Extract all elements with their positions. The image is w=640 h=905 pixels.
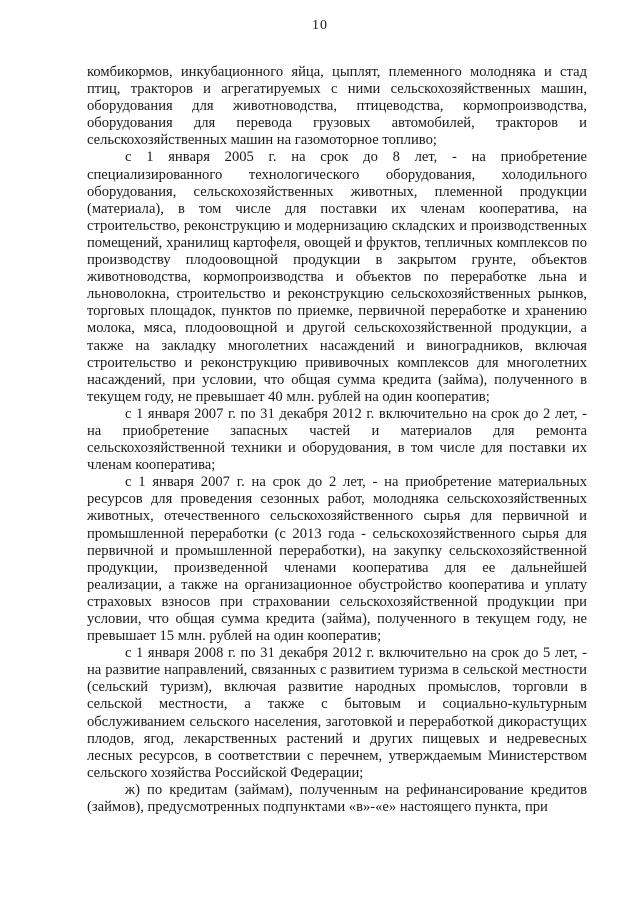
paragraph: с 1 января 2008 г. по 31 декабря 2012 г. включительно на срок до 5 лет, - на развитие направлений, связанных с развитием туризма в сельской местности (сельский туризм), включая развитие народных промыслов, торговли в сельской местности, а также с бытовым и социально-культурным обслуживанием сельского населения, заготовкой и переработкой дикорастущих плодов, ягод, лекарственных растений и других пищевых и недревесных лесных ресурсов, в соответствии с перечнем, утверждаемым Министерством сельского хозяйства Российской Федерации;: [87, 645, 587, 781]
paragraph: ж) по кредитам (займам), полученным на рефинансирование кредитов (займов), предусмотренных подпунктами «в»-«е» настоящего пункта, при: [87, 781, 587, 816]
paragraph: с 1 января 2007 г. на срок до 2 лет, - на приобретение материальных ресурсов для проведения сезонных работ, молодняка сельскохозяйственных животных, отечественного сельскохозяйственного сырья для первичной и промышленной переработки (с 2013 года - сельскохозяйственного сырья для первичной и промышленной переработки), на закупку сельскохозяйственной продукции, произведенной членами кооператива для ее дальнейшей реализации, а также на организационное обустройство кооператива и уплату страховых взносов при страховании сельскохозяйственной продукции при условии, что общая сумма кредита (займа), полученного в текущем году, не превышает 15 млн. рублей на один кооператив;: [87, 474, 587, 645]
page-number: 10: [312, 18, 328, 33]
paragraph: комбикормов, инкубационного яйца, цыплят, племенного молодняка и стад птиц, тракторов и агрегатируемых с ними сельскохозяйственных машин, оборудования для животноводства, птицеводства, кормопроизводства, оборудования для перевода грузовых автомобилей, тракторов и сельскохозяйственных машин на газомоторное топливо;: [87, 64, 587, 149]
paragraph: с 1 января 2005 г. на срок до 8 лет, - на приобретение специализированного технологического оборудования, холодильного оборудования, сельскохозяйственных животных, племенной продукции (материала), в том числе для поставки их членам кооператива, на строительство, реконструкцию и модернизацию складских и производственных помещений, хранилищ картофеля, овощей и фруктов, тепличных комплексов по производству плодоовощной продукции в закрытом грунте, объектов животноводства, кормопроизводства и объектов по переработке льна и льноволокна, строительство и реконструкцию сельскохозяйственных рынков, торговых площадок, пунктов по приемке, первичной переработке и хранению молока, мяса, плодоовощной и другой сельскохозяйственной продукции, а также на закладку многолетних насаждений и виноградников, включая строительство и реконструкцию прививочных комплексов для многолетних насаждений, при условии, что общая сумма кредита (займа), полученного в текущем году, не превышает 40 млн. рублей на один кооператив;: [87, 149, 587, 405]
paragraph: с 1 января 2007 г. по 31 декабря 2012 г. включительно на срок до 2 лет, - на приобретение запасных частей и материалов для ремонта сельскохозяйственной техники и оборудования, в том числе для поставки их членам кооператива;: [87, 405, 587, 474]
document-body: [87, 64, 587, 816]
